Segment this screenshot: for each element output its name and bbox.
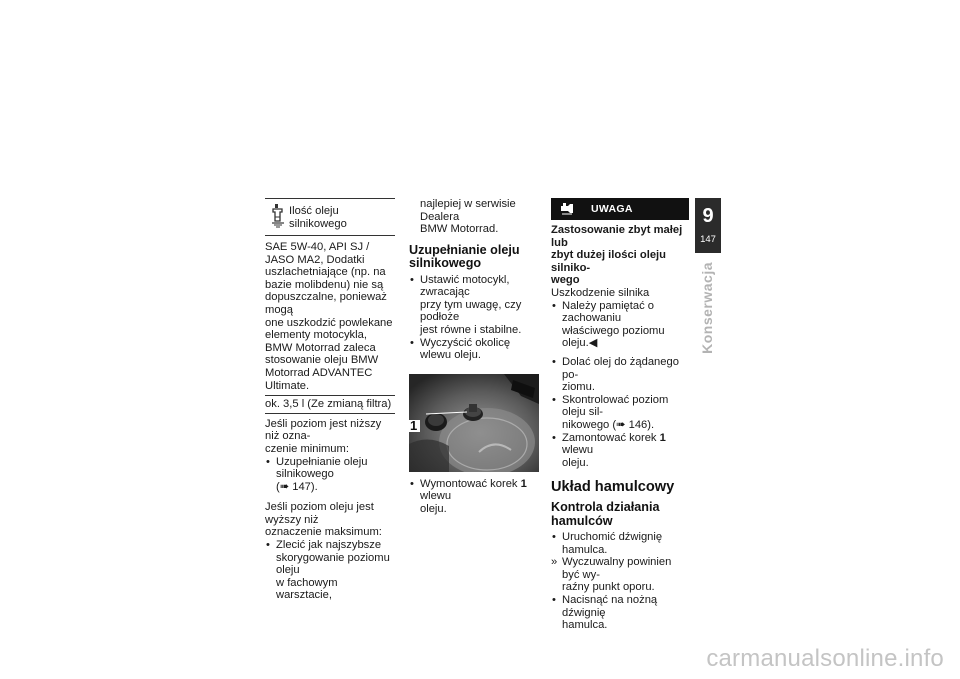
list-item bbox=[409, 274, 542, 337]
list-item bbox=[265, 539, 395, 602]
warning-label: UWAGA bbox=[591, 203, 633, 215]
page-reference[interactable]: 146). bbox=[628, 418, 655, 431]
text-line: Zlecić jak najszybsze bbox=[276, 539, 382, 552]
bullet-list bbox=[551, 300, 689, 350]
callout-number: 1 bbox=[409, 420, 420, 433]
page-reference-arrow-icon: ➠ bbox=[616, 418, 626, 431]
spec-line: bazie molibdenu) nie są bbox=[265, 278, 384, 291]
bullet-list bbox=[551, 531, 689, 632]
text-line: skorygowanie poziomu oleju bbox=[276, 551, 390, 577]
text-line: oleju. bbox=[420, 502, 447, 515]
column-3 bbox=[551, 198, 689, 632]
section-heading-oil-topup bbox=[409, 244, 542, 271]
bullet-list bbox=[265, 456, 395, 494]
text-line: Skontrolować poziom oleju sil- bbox=[562, 393, 669, 419]
text-line: właściwego poziomu oleju. bbox=[562, 324, 665, 350]
column-1 bbox=[265, 198, 395, 602]
text-line: Wyczyścić okolicę wlewu oleju. bbox=[420, 336, 511, 362]
page-number: 147 bbox=[700, 234, 716, 245]
text-line: zbyt dużej ilości oleju silniko- bbox=[551, 249, 666, 274]
part-number: 1 bbox=[659, 431, 666, 444]
spec-line: SAE 5W-40, API SJ / bbox=[265, 241, 370, 253]
text-line: wego bbox=[551, 274, 580, 287]
text-line: przy tym uwagę, czy podłoże bbox=[420, 298, 522, 324]
spec-line: dopuszczalne, ponieważ mogą bbox=[265, 291, 387, 316]
subsection-heading-brake-check bbox=[551, 501, 689, 528]
bullet-list bbox=[409, 274, 542, 362]
bullet-list bbox=[551, 356, 689, 469]
text-line: Nacisnąć na nożną dźwignię bbox=[562, 594, 658, 619]
text-line: wlewu bbox=[562, 444, 594, 457]
text-line: Jeśli poziom jest niższy niż ozna- bbox=[265, 417, 382, 443]
text-line: najlepiej w serwisie Dealera bbox=[420, 198, 516, 223]
spec-line: elementy motocykla, bbox=[265, 329, 367, 342]
text-line: w fachowym warsztacie, bbox=[276, 576, 338, 602]
spec-line: Motorrad ADVANTEC bbox=[265, 366, 373, 379]
section-heading-brakes: Układ hamulcowy bbox=[551, 479, 675, 496]
text-line: Uzupełnianie oleju silnikowego bbox=[276, 455, 368, 481]
part-number: 1 bbox=[520, 477, 527, 490]
result-item bbox=[551, 556, 689, 594]
text-line: ziomu. bbox=[562, 381, 595, 394]
oil-quantity-spec-table bbox=[265, 198, 395, 414]
text-line: raźny punkt oporu. bbox=[562, 581, 655, 594]
text-line: czenie minimum: bbox=[265, 442, 349, 455]
spec-line: JASO MA2, Dodatki bbox=[265, 253, 365, 266]
spec-row-value: 3,5 l (Ze zmianą filtra) bbox=[283, 398, 392, 411]
column-2 bbox=[409, 198, 542, 516]
engine-photo-illustration bbox=[409, 374, 539, 472]
continued-text bbox=[409, 198, 542, 236]
text-line: nikowego ( bbox=[562, 418, 617, 431]
list-item bbox=[551, 300, 689, 350]
bullet-list bbox=[409, 478, 542, 516]
spec-line: Ultimate. bbox=[265, 379, 310, 392]
text-line: Jeśli poziom oleju jest wyższy niż bbox=[265, 501, 374, 526]
spec-line: BMW Motorrad zaleca bbox=[265, 341, 376, 354]
list-item bbox=[409, 337, 542, 362]
list-item bbox=[551, 432, 689, 470]
spec-description bbox=[265, 236, 395, 396]
warning-banner bbox=[551, 198, 689, 220]
page-reference-arrow-icon: ➠ bbox=[279, 480, 290, 493]
text-line: Dolać olej do żądanego po- bbox=[562, 355, 679, 381]
text-line: Zamontować korek bbox=[562, 431, 657, 444]
paragraph-below-min bbox=[265, 418, 395, 456]
text-line: Wyczuwalny powinien być wy- bbox=[562, 556, 672, 581]
chapter-tab bbox=[695, 198, 721, 253]
text-line: Należy pamiętać o zachowaniu bbox=[562, 299, 655, 325]
spec-header bbox=[265, 199, 395, 236]
spec-title: Ilość oleju silnikowego bbox=[289, 205, 347, 230]
text-line: Zastosowanie zbyt małej lub bbox=[551, 224, 683, 249]
list-item bbox=[551, 594, 689, 632]
spec-line: uszlachetniające (np. na bbox=[265, 266, 386, 279]
text-line: jest równe i stabilne. bbox=[420, 323, 522, 336]
end-marker-icon: ◀ bbox=[588, 337, 598, 350]
text-line: oleju. bbox=[562, 456, 589, 469]
heading-line: Kontrola działania bbox=[551, 500, 660, 515]
text-line: Wymontować korek bbox=[420, 477, 518, 490]
page-reference[interactable]: 147). bbox=[292, 480, 318, 493]
text-line: BMW Motorrad. bbox=[420, 223, 499, 236]
paragraph-above-max bbox=[265, 501, 395, 539]
warning-subtitle: Uszkodzenie silnika bbox=[551, 286, 650, 299]
bullet-list bbox=[265, 539, 395, 602]
spec-line: one uszkodzić powlekane bbox=[265, 316, 393, 329]
warning-title bbox=[551, 224, 689, 287]
engine-warning-icon bbox=[559, 201, 575, 217]
heading-line: Uzupełnianie oleju bbox=[409, 242, 520, 257]
engine-oil-filler-photo bbox=[409, 374, 539, 472]
list-item bbox=[551, 356, 689, 394]
heading-line: hamulców bbox=[551, 513, 613, 528]
spec-line: stosowanie oleju BMW bbox=[265, 354, 379, 367]
text-line: Uruchomić dźwignię hamulca. bbox=[562, 531, 663, 556]
list-item bbox=[551, 394, 689, 432]
spec-value-row bbox=[265, 396, 395, 414]
list-item: • Uzupełnianie oleju silnikowego (➠ 147). bbox=[265, 456, 395, 494]
text-line: hamulca. bbox=[562, 619, 608, 632]
oil-can-icon bbox=[271, 203, 285, 229]
spec-row-label: ok. bbox=[265, 398, 280, 411]
chapter-number: 9 bbox=[702, 205, 714, 227]
watermark: carmanualsonline.info bbox=[706, 645, 944, 672]
section-name-vertical: Konserwacja bbox=[699, 262, 715, 354]
list-item bbox=[409, 478, 542, 516]
list-item bbox=[551, 531, 689, 556]
heading-line: silnikowego bbox=[409, 256, 482, 271]
text-line: Ustawić motocykl, zwracając bbox=[420, 273, 510, 299]
text-line: oznaczenie maksimum: bbox=[265, 526, 382, 539]
text-line: wlewu bbox=[420, 490, 452, 503]
